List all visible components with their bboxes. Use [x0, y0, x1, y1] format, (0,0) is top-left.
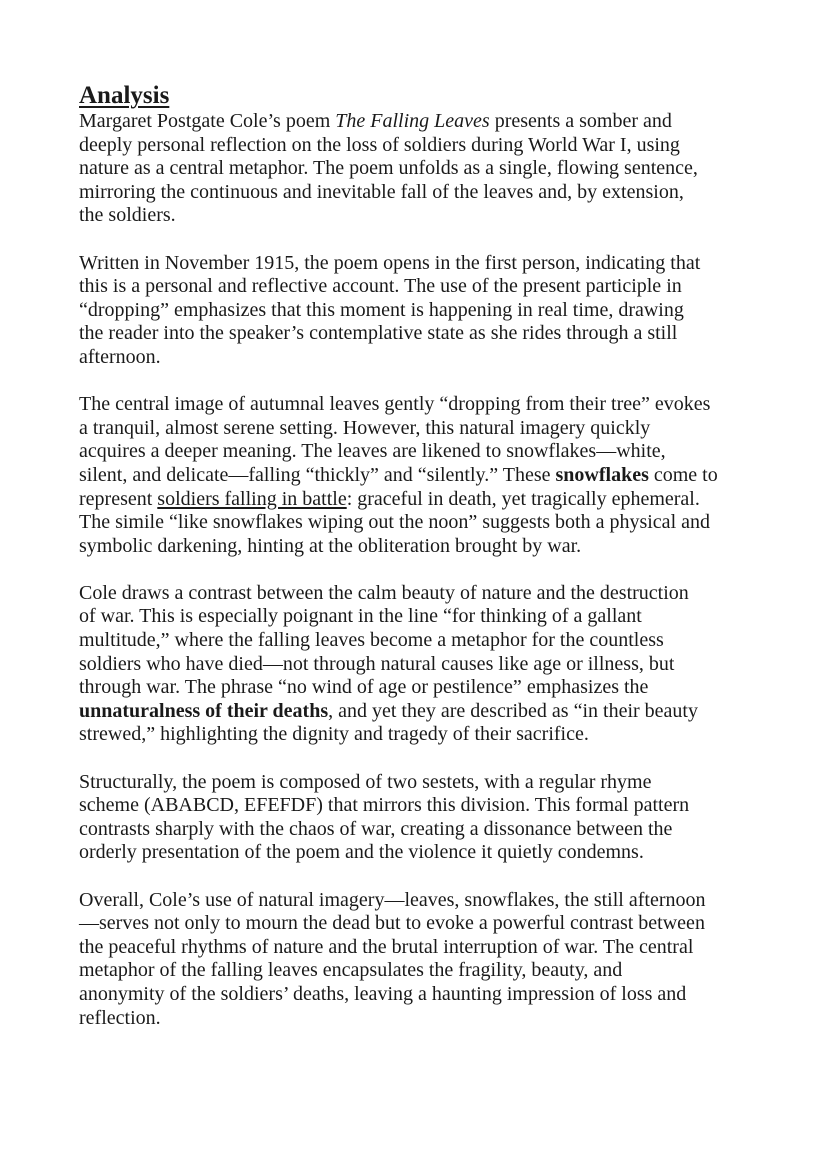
text-segment: a tranquil, almost serene setting. However, this natural imagery quickly	[79, 416, 651, 439]
text-segment: , and yet they are described as “in their beauty	[328, 699, 698, 722]
text-line	[79, 676, 769, 700]
text-segment: contrasts sharply with the chaos of war, creating a dissonance between the	[79, 817, 673, 840]
text-line	[79, 322, 769, 346]
text-segment: The central image of autumnal leaves gently “dropping from their tree” evokes	[79, 393, 711, 416]
text-segment: orderly presentation of the poem and the violence it quietly condemns.	[79, 841, 644, 864]
text-line	[79, 417, 769, 441]
text-line	[79, 629, 769, 653]
document-title: Analysis	[79, 82, 170, 109]
text-segment: reflection.	[79, 1006, 161, 1029]
document-body	[79, 110, 769, 1030]
text-line	[79, 346, 769, 370]
text-line	[79, 605, 769, 629]
text-segment: represent	[79, 487, 158, 510]
text-segment: anonymity of the soldiers’ deaths, leaving a haunting impression of loss and	[79, 982, 687, 1005]
text-segment: “dropping” emphasizes that this moment is happening in real time, drawing	[79, 298, 684, 321]
text-line	[79, 464, 769, 488]
text-line	[79, 959, 769, 983]
text-line	[79, 889, 769, 913]
text-segment: nature as a central metaphor. The poem unfolds as a single, flowing sentence,	[79, 157, 698, 180]
text-segment: presents a somber and	[489, 110, 672, 132]
text-line	[79, 440, 769, 464]
text-line	[79, 582, 769, 606]
document	[79, 82, 769, 1054]
text-segment: metaphor of the falling leaves encapsulates the fragility, beauty, and	[79, 959, 623, 982]
text-segment: this is a personal and reflective account. The use of the present participle in	[79, 275, 682, 298]
text-line	[79, 252, 769, 276]
text-segment: through war. The phrase “no wind of age or pestilence” emphasizes the	[79, 676, 649, 699]
text-line	[79, 653, 769, 677]
text-segment: the peaceful rhythms of nature and the brutal interruption of war. The central	[79, 935, 694, 958]
text-line	[79, 912, 769, 936]
text-segment: come to	[648, 463, 718, 486]
text-line	[79, 841, 769, 865]
text-line	[79, 794, 769, 818]
text-segment: Overall, Cole’s use of natural imagery—leaves, snowflakes, the still afternoon	[79, 888, 706, 911]
text-line	[79, 771, 769, 795]
text-segment: symbolic darkening, hinting at the obliteration brought by war.	[79, 534, 582, 557]
text-line	[79, 488, 769, 512]
text-segment: mirroring the continuous and inevitable fall of the leaves and, by extension,	[79, 180, 684, 203]
text-segment: —serves not only to mourn the dead but to evoke a powerful contrast between	[79, 912, 705, 935]
text-segment: afternoon.	[79, 345, 161, 368]
text-segment: Margaret Postgate Cole’s poem	[79, 110, 336, 132]
text-line	[79, 299, 769, 323]
text-segment: the soldiers.	[79, 204, 176, 227]
text-segment: Cole draws a contrast between the calm beauty of nature and the destruction	[79, 581, 689, 604]
text-line	[79, 1007, 769, 1031]
paragraph	[79, 110, 769, 228]
text-segment: silent, and delicate—falling “thickly” and “silently.” These	[79, 463, 556, 486]
paragraph	[79, 252, 769, 370]
text-line	[79, 723, 769, 747]
text-line	[79, 275, 769, 299]
italic-text: The Falling Leaves	[335, 110, 490, 132]
bold-text: snowflakes	[555, 463, 649, 486]
text-line	[79, 181, 769, 205]
text-line	[79, 983, 769, 1007]
text-segment: the reader into the speaker’s contemplative state as she rides through a still	[79, 322, 678, 345]
text-segment: of war. This is especially poignant in the line “for thinking of a gallant	[79, 605, 642, 628]
text-line	[79, 157, 769, 181]
text-segment: soldiers who have died—not through natural causes like age or illness, but	[79, 652, 675, 675]
underlined-text: soldiers falling in battle	[157, 487, 347, 510]
text-segment: : graceful in death, yet tragically ephemeral.	[346, 487, 700, 510]
paragraph	[79, 582, 769, 747]
text-line	[79, 393, 769, 417]
paragraph	[79, 889, 769, 1031]
text-segment: Written in November 1915, the poem opens in the first person, indicating that	[79, 251, 701, 274]
text-line	[79, 204, 769, 228]
text-segment: acquires a deeper meaning. The leaves are likened to snowflakes—white,	[79, 440, 666, 463]
text-segment: The simile “like snowflakes wiping out the noon” suggests both a physical and	[79, 511, 710, 534]
text-line	[79, 818, 769, 842]
text-line	[79, 700, 769, 724]
text-segment: deeply personal reflection on the loss of soldiers during World War I, using	[79, 133, 680, 156]
text-segment: strewed,” highlighting the dignity and tragedy of their sacrifice.	[79, 723, 589, 746]
text-line	[79, 134, 769, 158]
paragraph	[79, 771, 769, 865]
text-segment: scheme (ABABCD, EFEFDF) that mirrors this division. This formal pattern	[79, 794, 690, 817]
text-segment: multitude,” where the falling leaves become a metaphor for the countless	[79, 629, 664, 652]
text-line	[79, 535, 769, 559]
text-line	[79, 110, 769, 134]
bold-text: unnaturalness of their deaths	[79, 699, 329, 722]
text-line	[79, 511, 769, 535]
text-line	[79, 936, 769, 960]
text-segment: Structurally, the poem is composed of two sestets, with a regular rhyme	[79, 770, 652, 793]
paragraph	[79, 393, 769, 558]
